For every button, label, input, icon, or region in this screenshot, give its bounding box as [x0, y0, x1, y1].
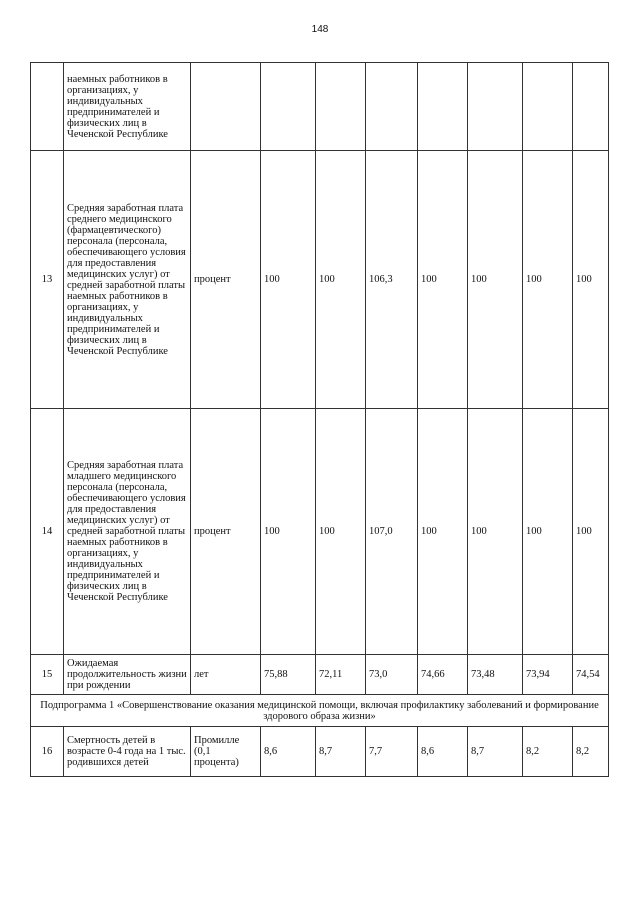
row-number: [31, 63, 64, 151]
value-cell: 100: [316, 151, 366, 409]
table-row: [31, 63, 609, 151]
value-cell: 107,0: [366, 409, 418, 655]
value-cell: [261, 63, 316, 151]
value-cell: 8,7: [468, 727, 523, 777]
value-cell: 8,7: [316, 727, 366, 777]
row-number: 16: [31, 727, 64, 777]
indicator-name: Смертность детей в возрасте 0-4 года на 1 тыс. родившихся детей: [64, 727, 191, 777]
value-cell: 100: [418, 151, 468, 409]
row-number: 13: [31, 151, 64, 409]
value-cell: [316, 63, 366, 151]
indicators-table: [30, 62, 609, 777]
value-cell: 100: [316, 409, 366, 655]
value-cell: 8,2: [573, 727, 609, 777]
subprogram-row: [31, 695, 609, 727]
value-cell: 73,94: [523, 655, 573, 695]
unit-cell: Промилле (0,1 процента): [191, 727, 261, 777]
indicator-name: Ожидаемая продолжительность жизни при рождении: [64, 655, 191, 695]
value-cell: 73,0: [366, 655, 418, 695]
indicator-name: Средняя заработная плата среднего медицинского (фармацевтического) персонала (персонала, обеспечивающего условия для предоставления медицинских услуг) от средней заработной платы наемных работников в организациях, у индивидуальных предпринимателей и физических лиц в Чеченской Республике: [64, 151, 191, 409]
value-cell: 100: [523, 409, 573, 655]
subprogram-title: Подпрограмма 1 «Совершенствование оказания медицинской помощи, включая профилактику заболеваний и формирование здорового образа жизни»: [31, 695, 609, 727]
value-cell: [468, 63, 523, 151]
value-cell: 100: [468, 409, 523, 655]
value-cell: 100: [573, 151, 609, 409]
value-cell: 100: [468, 151, 523, 409]
value-cell: 74,54: [573, 655, 609, 695]
unit-cell: процент: [191, 409, 261, 655]
row-number: 15: [31, 655, 64, 695]
page-number: 148: [311, 24, 329, 35]
value-cell: 72,11: [316, 655, 366, 695]
value-cell: [418, 63, 468, 151]
table-row: [31, 409, 609, 655]
indicator-name: Средняя заработная плата младшего медицинского персонала (персонала, обеспечивающего условия для предоставления медицинских услуг) от средней заработной платы наемных работников в организациях, у индивидуальных предпринимателей и физических лиц в Чеченской Республике: [64, 409, 191, 655]
value-cell: 8,6: [261, 727, 316, 777]
row-number: 14: [31, 409, 64, 655]
value-cell: [523, 63, 573, 151]
value-cell: 100: [573, 409, 609, 655]
indicator-name: наемных работников в организациях, у индивидуальных предпринимателей и физических лиц в Чеченской Республике: [64, 63, 191, 151]
table-row: [31, 727, 609, 777]
table-row: [31, 655, 609, 695]
value-cell: 100: [261, 409, 316, 655]
value-cell: 100: [418, 409, 468, 655]
unit-cell: процент: [191, 151, 261, 409]
value-cell: 8,6: [418, 727, 468, 777]
value-cell: 75,88: [261, 655, 316, 695]
value-cell: 8,2: [523, 727, 573, 777]
value-cell: [573, 63, 609, 151]
value-cell: 106,3: [366, 151, 418, 409]
unit-cell: [191, 63, 261, 151]
value-cell: 7,7: [366, 727, 418, 777]
value-cell: 100: [523, 151, 573, 409]
unit-cell: лет: [191, 655, 261, 695]
value-cell: 100: [261, 151, 316, 409]
value-cell: 74,66: [418, 655, 468, 695]
value-cell: [366, 63, 418, 151]
value-cell: 73,48: [468, 655, 523, 695]
table-row: [31, 151, 609, 409]
